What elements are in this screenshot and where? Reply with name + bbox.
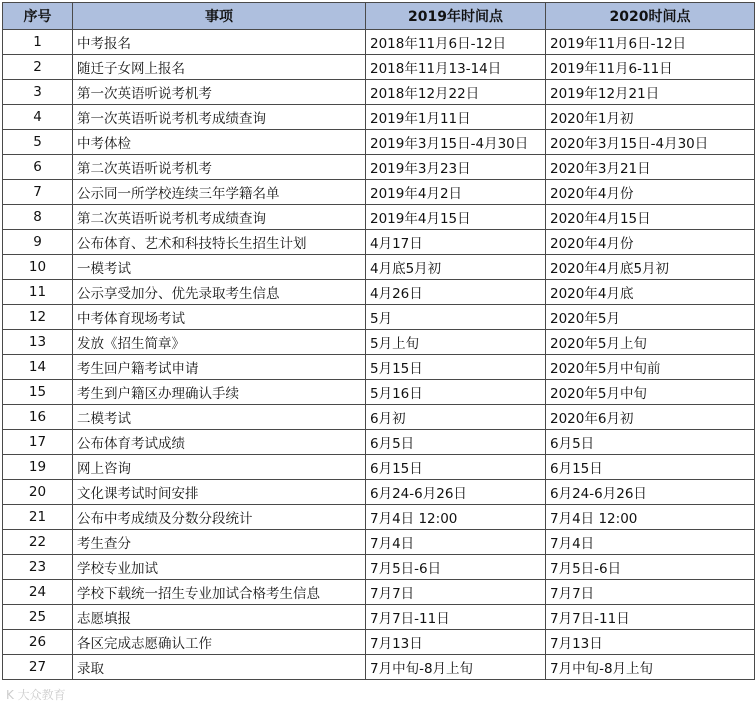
watermark: K 大众教育 [6,688,66,702]
table-row [3,530,755,555]
table-row [3,455,755,480]
cell-item: 公布中考成绩及分数分段统计 [73,505,366,530]
cell-item: 网上咨询 [73,455,366,480]
cell-2020: 2020年5月上旬 [546,330,755,355]
cell-2019: 5月16日 [366,380,546,405]
cell-2019: 2018年11月13-14日 [366,55,546,80]
cell-2019: 6月初 [366,405,546,430]
cell-item: 学校专业加试 [73,555,366,580]
cell-2019: 6月5日 [366,430,546,455]
table-row [3,105,755,130]
table-row [3,480,755,505]
cell-item: 学校下载统一招生专业加试合格考生信息 [73,580,366,605]
table-row [3,355,755,380]
cell-2019: 4月17日 [366,230,546,255]
table-row [3,630,755,655]
cell-index: 21 [3,505,73,530]
table-body [3,30,755,680]
cell-2020: 7月中旬-8月上旬 [546,655,755,680]
table-row [3,380,755,405]
cell-2020: 7月5日-6日 [546,555,755,580]
table-row [3,230,755,255]
cell-item: 中考体检 [73,130,366,155]
cell-index: 26 [3,630,73,655]
cell-2019: 5月15日 [366,355,546,380]
cell-2020: 7月4日 [546,530,755,555]
cell-index: 25 [3,605,73,630]
cell-2020: 7月7日-11日 [546,605,755,630]
cell-item: 录取 [73,655,366,680]
table-row [3,430,755,455]
cell-index: 1 [3,30,73,55]
header-2019: 2019年时间点 [366,3,546,30]
cell-item: 考生到户籍区办理确认手续 [73,380,366,405]
cell-2019: 7月中旬-8月上旬 [366,655,546,680]
cell-2019: 2019年1月11日 [366,105,546,130]
table-row [3,55,755,80]
header-row [3,3,755,30]
cell-item: 公示享受加分、优先录取考生信息 [73,280,366,305]
table-row [3,155,755,180]
table-row [3,605,755,630]
table-row [3,305,755,330]
cell-2020: 7月13日 [546,630,755,655]
cell-item: 第二次英语听说考机考 [73,155,366,180]
cell-2020: 2019年11月6日-12日 [546,30,755,55]
cell-index: 27 [3,655,73,680]
cell-2020: 2020年3月21日 [546,155,755,180]
cell-item: 公示同一所学校连续三年学籍名单 [73,180,366,205]
cell-item: 考生回户籍考试申请 [73,355,366,380]
cell-item: 第一次英语听说考机考 [73,80,366,105]
table-row [3,30,755,55]
cell-item: 各区完成志愿确认工作 [73,630,366,655]
cell-index: 8 [3,205,73,230]
cell-item: 志愿填报 [73,605,366,630]
cell-2019: 2018年11月6日-12日 [366,30,546,55]
cell-item: 公布体育考试成绩 [73,430,366,455]
cell-2020: 2020年6月初 [546,405,755,430]
cell-2020: 2020年4月底5月初 [546,255,755,280]
schedule-table [2,2,755,680]
cell-index: 4 [3,105,73,130]
table-row [3,130,755,155]
cell-index: 5 [3,130,73,155]
cell-2020: 2020年1月初 [546,105,755,130]
cell-index: 7 [3,180,73,205]
cell-index: 10 [3,255,73,280]
cell-2019: 7月4日 [366,530,546,555]
table-row [3,205,755,230]
cell-index: 14 [3,355,73,380]
cell-index: 17 [3,430,73,455]
cell-2019: 7月5日-6日 [366,555,546,580]
cell-2020: 2020年5月 [546,305,755,330]
cell-2019: 2019年4月15日 [366,205,546,230]
cell-2019: 5月 [366,305,546,330]
cell-2019: 7月7日 [366,580,546,605]
cell-index: 3 [3,80,73,105]
cell-index: 20 [3,480,73,505]
header-index: 序号 [3,3,73,30]
cell-2019: 2019年3月23日 [366,155,546,180]
table-row [3,330,755,355]
cell-index: 9 [3,230,73,255]
header-2020: 2020时间点 [546,3,755,30]
cell-index: 6 [3,155,73,180]
cell-2020: 2019年11月6-11日 [546,55,755,80]
cell-2020: 2020年4月15日 [546,205,755,230]
cell-2020: 7月7日 [546,580,755,605]
cell-2019: 4月底5月初 [366,255,546,280]
cell-item: 第一次英语听说考机考成绩查询 [73,105,366,130]
cell-item: 考生查分 [73,530,366,555]
cell-index: 16 [3,405,73,430]
table-row [3,280,755,305]
cell-index: 2 [3,55,73,80]
cell-2019: 6月24-6月26日 [366,480,546,505]
cell-item: 一模考试 [73,255,366,280]
cell-index: 24 [3,580,73,605]
cell-item: 文化课考试时间安排 [73,480,366,505]
table-row [3,580,755,605]
cell-item: 中考报名 [73,30,366,55]
table-row [3,655,755,680]
cell-2020: 7月4日 12:00 [546,505,755,530]
cell-2019: 2019年3月15日-4月30日 [366,130,546,155]
cell-index: 19 [3,455,73,480]
cell-index: 11 [3,280,73,305]
cell-item: 第二次英语听说考机考成绩查询 [73,205,366,230]
cell-2020: 2020年5月中旬前 [546,355,755,380]
table-row [3,555,755,580]
table-row [3,405,755,430]
cell-2020: 2020年4月份 [546,180,755,205]
table-row [3,255,755,280]
cell-index: 22 [3,530,73,555]
cell-item: 公布体育、艺术和科技特长生招生计划 [73,230,366,255]
table-row [3,505,755,530]
cell-index: 15 [3,380,73,405]
cell-2020: 2020年5月中旬 [546,380,755,405]
cell-2019: 4月26日 [366,280,546,305]
cell-2020: 6月5日 [546,430,755,455]
cell-2019: 2019年4月2日 [366,180,546,205]
cell-2019: 6月15日 [366,455,546,480]
cell-index: 13 [3,330,73,355]
header-item: 事项 [73,3,366,30]
cell-2020: 2020年4月份 [546,230,755,255]
cell-2019: 7月4日 12:00 [366,505,546,530]
cell-index: 23 [3,555,73,580]
cell-item: 中考体育现场考试 [73,305,366,330]
cell-2020: 6月15日 [546,455,755,480]
cell-2019: 5月上旬 [366,330,546,355]
cell-2019: 2018年12月22日 [366,80,546,105]
table-row [3,180,755,205]
table-row [3,80,755,105]
cell-item: 发放《招生简章》 [73,330,366,355]
cell-2020: 2019年12月21日 [546,80,755,105]
cell-2020: 2020年3月15日-4月30日 [546,130,755,155]
cell-2020: 2020年4月底 [546,280,755,305]
cell-2019: 7月13日 [366,630,546,655]
cell-index: 12 [3,305,73,330]
cell-2019: 7月7日-11日 [366,605,546,630]
cell-item: 二模考试 [73,405,366,430]
cell-item: 随迁子女网上报名 [73,55,366,80]
cell-2020: 6月24-6月26日 [546,480,755,505]
